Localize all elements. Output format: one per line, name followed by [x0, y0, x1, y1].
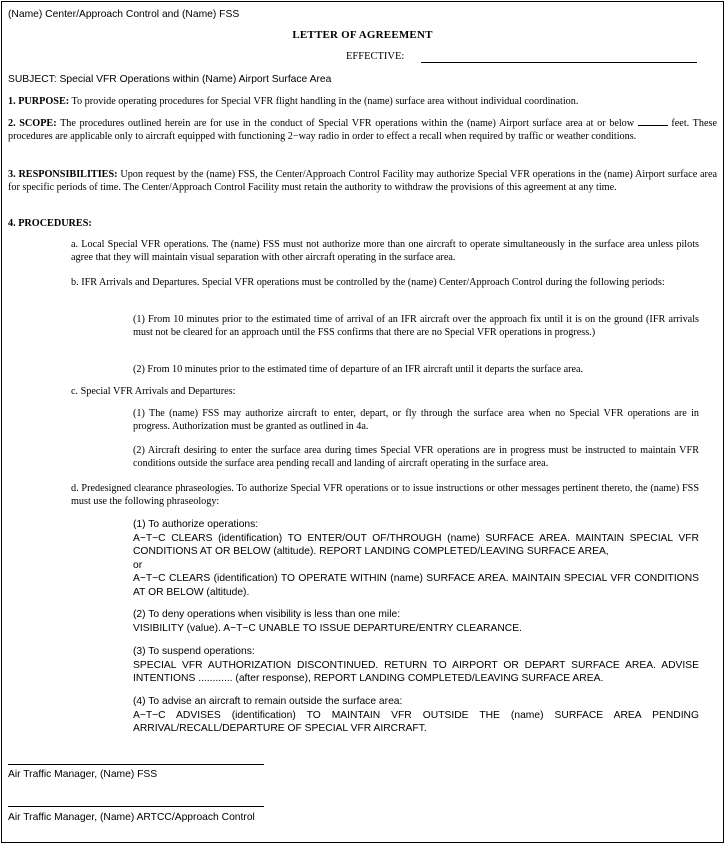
procedure-c: c. Special VFR Arrivals and Departures: [71, 386, 236, 397]
document-header: (Name) Center/Approach Control and (Name) FSS [8, 9, 240, 20]
purpose-text: To provide operating procedures for Special VFR flight handling in the (name) surface area without individual coordination. [69, 96, 579, 107]
procedure-b2: (2) From 10 minutes prior to the estimated time of departure of an IFR aircraft until it departs the surface area. [133, 364, 584, 375]
phraseology-authorize [133, 518, 699, 599]
phraseology-text: SPECIAL VFR AUTHORIZATION DISCONTINUED. RETURN TO AIRPORT OR DEPART SURFACE AREA. ADVISE INTENTIONS ............ (after response), REPORT LANDING COMPLETED/LEAVING SURFACE AREA. [133, 659, 699, 685]
procedure-b: b. IFR Arrivals and Departures. Special VFR operations must be controlled by the (name) Center/Approach Control during the following periods: [71, 277, 665, 288]
scope-text-before: The procedures outlined herein are for use in the conduct of Special VFR operations within the (name) Airport surface area at or below [56, 118, 638, 129]
effective-label: EFFECTIVE: [346, 51, 405, 62]
scope-section [8, 117, 717, 144]
procedure-b1: (1) From 10 minutes prior to the estimated time of arrival of an IFR aircraft over the approach fix until it is on the ground (IFR arrivals must not be cleared for an approach until the FSS confirms that there are no Special VFR operations in progress.) [133, 314, 699, 339]
procedure-c2: (2) Aircraft desiring to enter the surface area during times Special VFR operations are in progress must be instructed to maintain VFR conditions outside the surface area pending recall and landing of aircraft operating in the surface area. [133, 445, 699, 470]
phraseology-or: or [133, 559, 143, 571]
altitude-blank [638, 117, 668, 126]
phraseology-advise [133, 695, 699, 736]
responsibilities-section [8, 168, 717, 195]
procedure-d: d. Predesigned clearance phraseologies. To authorize Special VFR operations or to issue instructions or other messages pertinent thereto, the (name) FSS must use the following phraseology: [71, 483, 699, 508]
phraseology-label: (4) To advise an aircraft to remain outside the surface area: [133, 696, 403, 707]
letter-page [1, 1, 724, 843]
phraseology-text: VISIBILITY (value). A−T−C UNABLE TO ISSUE DEPARTURE/ENTRY CLEARANCE. [133, 622, 522, 634]
phraseology-label: (3) To suspend operations: [133, 646, 255, 657]
phraseology-suspend [133, 645, 699, 686]
phraseology-text: A−T−C ADVISES (identification) TO MAINTAIN VFR OUTSIDE THE (name) SURFACE AREA PENDING ARRIVAL/RECALL/DEPARTURE OF SPECIAL VFR AIRCRAFT. [133, 709, 699, 735]
phraseology-text: A−T−C CLEARS (identification) TO ENTER/OUT OF/THROUGH (name) SURFACE AREA. MAINTAIN SPECIAL VFR CONDITIONS AT OR BELOW (altitude). REPORT LANDING COMPLETED/LEAVING SURFACE AREA, [133, 532, 699, 558]
phraseology-label: (2) To deny operations when visibility is less than one mile: [133, 609, 401, 620]
phraseology-deny [133, 608, 699, 635]
signature-line-artcc [8, 806, 264, 807]
signature-artcc: Air Traffic Manager, (Name) ARTCC/Approach Control [8, 812, 255, 823]
procedure-c1: (1) The (name) FSS may authorize aircraft to enter, depart, or fly through the surface area when no Special VFR operations are in progress. Authorization must be granted as outlined in 4a. [133, 408, 699, 433]
scope-text-after: feet. These procedures are applicable only to aircraft equipped with functioning 2−way radio in order to effect a recall when required by traffic or weather conditions. [8, 118, 717, 143]
scope-heading: 2. SCOPE: [8, 118, 57, 129]
procedures-heading: 4. PROCEDURES: [8, 218, 92, 229]
phraseology-label: (1) To authorize operations: [133, 519, 259, 530]
page-title: LETTER OF AGREEMENT [292, 29, 433, 41]
responsibilities-heading: 3. RESPONSIBILITIES: [8, 169, 118, 180]
purpose-heading: 1. PURPOSE: [8, 96, 70, 107]
responsibilities-text: Upon request by the (name) FSS, the Center/Approach Control Facility may authorize Special VFR operations in the (name) Airport surface area for specific periods of time. The Center/Approach Control Facility must retain the authority to withdraw the provisions of this agreement at any time. [8, 169, 717, 194]
signature-line-fss [8, 764, 264, 765]
procedure-a: a. Local Special VFR operations. The (name) FSS must not authorize more than one aircraft to operate simultaneously in the surface area unless pilots agree that they will maintain visual separation with other aircraft operating in the surface area. [71, 239, 699, 264]
purpose-section [8, 95, 717, 108]
signature-fss: Air Traffic Manager, (Name) FSS [8, 769, 158, 780]
effective-date-blank [421, 62, 697, 63]
subject-line: SUBJECT: Special VFR Operations within (Name) Airport Surface Area [8, 74, 332, 85]
phraseology-text: A−T−C CLEARS (identification) TO OPERATE WITHIN (name) SURFACE AREA. MAINTAIN SPECIAL VFR CONDITIONS AT OR BELOW (altitude). [133, 573, 699, 598]
